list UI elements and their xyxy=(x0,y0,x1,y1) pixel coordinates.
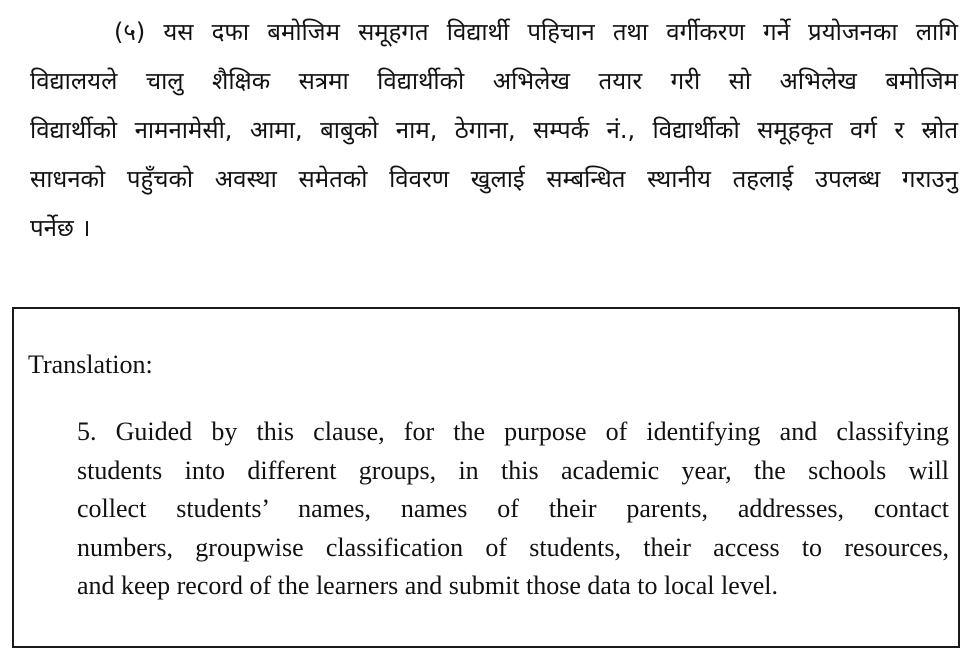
translation-paragraph xyxy=(77,413,949,606)
nepali-line-2: विद्यालयले चालु शैक्षिक सत्रमा विद्यार्थीको अभिलेख तयार गरी सो अभिलेख बमोजिम xyxy=(30,67,958,95)
translation-line-5: and keep record of the learners and submit those data to local level. xyxy=(77,571,779,600)
translation-line-3: collect students’ names, names of their parents, addresses, contact xyxy=(77,494,949,523)
nepali-line-3: विद्यार्थीको नामनामेसी, आमा, बाबुको नाम, ठेगाना, सम्पर्क नं., विद्यार्थीको समूहकृत वर्ग र स्रोत xyxy=(30,116,958,144)
nepali-clause-paragraph xyxy=(30,8,958,253)
translation-box xyxy=(12,307,960,648)
translation-heading: Translation: xyxy=(28,350,153,379)
translation-line-1: 5. Guided by this clause, for the purpose of identifying and classifying xyxy=(77,417,949,446)
translation-line-2: students into different groups, in this academic year, the schools will xyxy=(77,455,949,485)
nepali-line-1: (५) यस दफा बमोजिम समूहगत विद्यार्थी पहिचान तथा वर्गीकरण गर्ने प्रयोजनका लागि xyxy=(114,18,958,46)
nepali-line-5: पर्नेछ । xyxy=(30,214,91,242)
translation-line-4: numbers, groupwise classification of students, their access to resources, xyxy=(77,532,949,562)
nepali-line-4: साधनको पहुँचको अवस्था समेतको विवरण खुलाई सम्बन्धित स्थानीय तहलाई उपलब्ध गराउनु xyxy=(30,165,958,193)
